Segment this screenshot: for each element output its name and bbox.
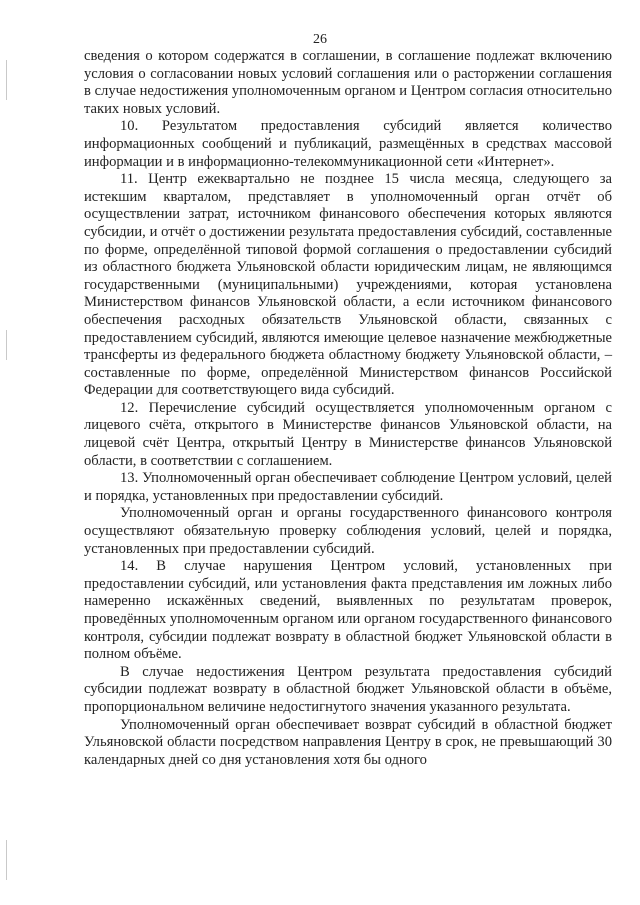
- paragraph-13: 13. Уполномоченный орган обеспечивает соблюдение Центром условий, целей и порядка, установленных при предоставлении субсидий.: [84, 470, 612, 504]
- page-number: 26: [313, 32, 327, 47]
- paragraph-14-return: Уполномоченный орган обеспечивает возврат субсидий в областной бюджет Ульяновской области посредством направления Центру в срок, не превышающий 30 календарных дней со дня установления хотя бы одного: [84, 716, 612, 768]
- scan-margin-mark: [6, 60, 7, 100]
- paragraph-12: 12. Перечисление субсидий осуществляется уполномоченным органом с лицевого счёта, открытого в Министерстве финансов Ульяновской области, на лицевой счёт Центра, открытый Центру в Министерстве финансов Ульяновской области, в соответствии с соглашением.: [84, 399, 612, 469]
- paragraph-11: 11. Центр ежеквартально не позднее 15 числа месяца, следующего за истекшим кварталом, представляет в уполномоченный орган отчёт об осуществлении затрат, источником финансового обеспечения которых являются субсидии, и отчёт о достижении результата предоставления субсидий, составленные по форме, определённой типовой формой соглашения о предоставлении субсидий из областного бюджета Ульяновской области юридическим лицам, не являющимся государственными (муниципальными) учреждениями, которая установлена Министерством финансов Ульяновской области, а если источником финансового обеспечения расходных обязательств Ульяновской области, связанных с предоставлением субсидий, являются имеющие целевое назначение межбюджетные трансферты из федерального бюджета областному бюджету Ульяновской области, – составленные по форме, определённой Министерством финансов Российской Федерации для соответствующего вида субсидий.: [84, 171, 612, 399]
- paragraph-10: 10. Результатом предоставления субсидий является количество информационных сообщений и публикаций, размещённых в средствах массовой информации и в информационно-телекоммуникационной сети «Интернет».: [84, 118, 612, 170]
- scan-margin-mark: [6, 840, 7, 880]
- paragraph-14: 14. В случае нарушения Центром условий, установленных при предоставлении субсидий, или установления факта представления им ложных либо намеренно искажённых сведений, выявленных по результатам проверок, проведённых уполномоченным органом или органом государственного финансового контроля, субсидии подлежат возврату в областной бюджет Ульяновской области в полном объёме.: [84, 558, 612, 663]
- scan-margin-mark: [6, 330, 7, 360]
- paragraph-continuation: сведения о котором содержатся в соглашении, в соглашение подлежат включению условия о согласовании новых условий соглашения или о расторжении соглашения в случае недостижения уполномоченным органом и Центром согласия относительно таких новых условий.: [84, 48, 612, 117]
- paragraph-14-result: В случае недостижения Центром результата предоставления субсидий субсидии подлежат возврату в областной бюджет Ульяновской области в объёме, пропорциональном величине недостигнутого значения указанного результата.: [84, 663, 612, 715]
- paragraph-13-control: Уполномоченный орган и органы государственного финансового контроля осуществляют обязательную проверку соблюдения условий, целей и порядка, установленных при предоставлении субсидий.: [84, 505, 612, 557]
- document-body: [84, 48, 612, 769]
